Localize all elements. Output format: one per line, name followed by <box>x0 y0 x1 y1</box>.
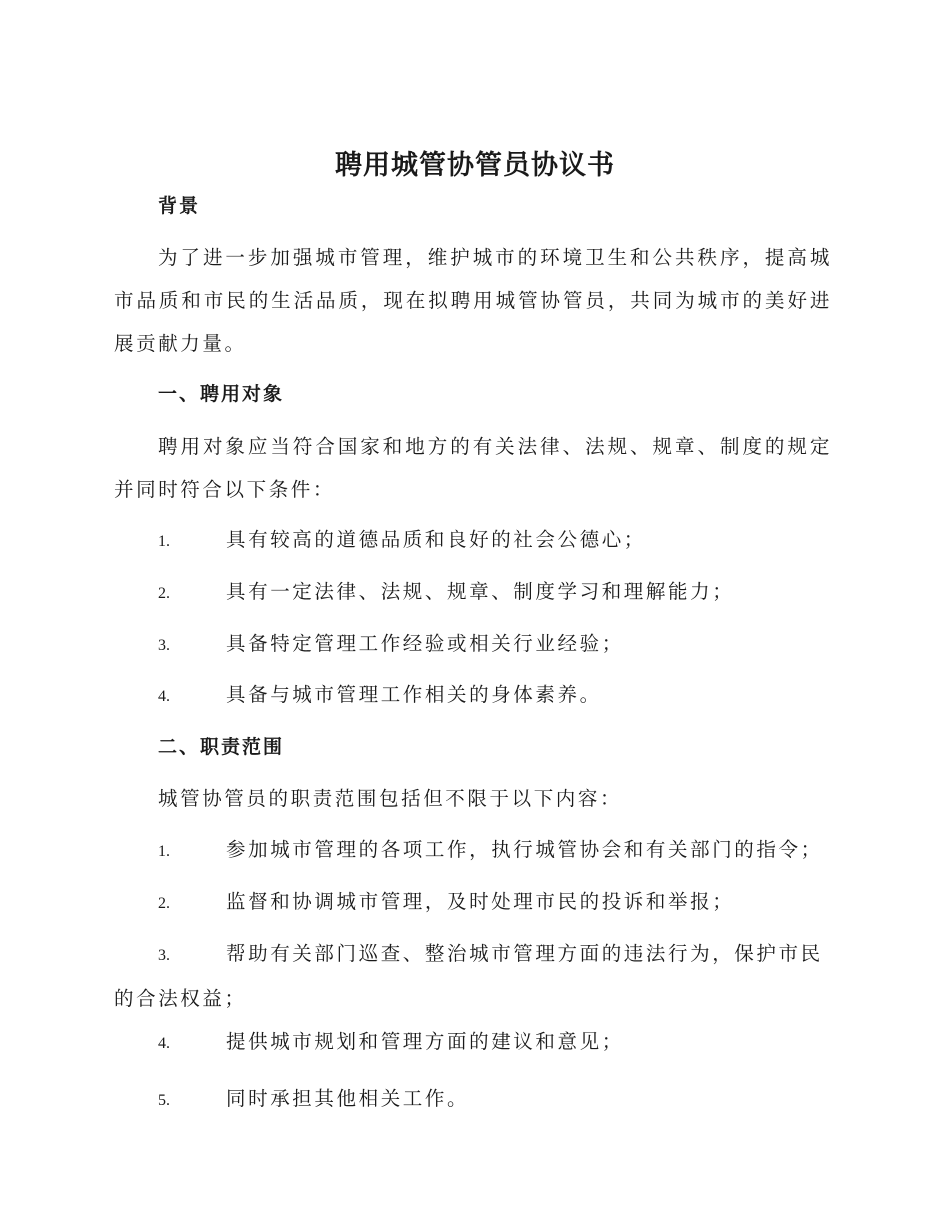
list-item <box>114 1077 832 1122</box>
list-item-text: 参加城市管理的各项工作，执行城管协会和有关部门的指令； <box>226 838 823 861</box>
list-item-number: 1. <box>158 533 170 550</box>
list-item <box>114 932 832 1020</box>
section2-intro: 城管协管员的职责范围包括但不限于以下内容： <box>158 787 623 810</box>
list-item-number: 2. <box>158 895 170 912</box>
background-paragraph: 为了进一步加强城市管理，维护城市的环境卫生和公共秩序，提高城市品质和市民的生活品质，现在拟聘用城管协管员，共同为城市的美好进展贡献力量。 <box>114 246 832 355</box>
section2-heading: 二、职责范围 <box>158 736 285 758</box>
list-item <box>114 673 832 718</box>
list-item-number: 4. <box>158 1035 170 1052</box>
list-item-text: 帮助有关部门巡查、整治城市管理方面的违法行为，保护市民的合法权益； <box>114 942 823 1010</box>
list-item <box>114 880 832 925</box>
list-item-text: 提供城市规划和管理方面的建议和意见； <box>226 1030 624 1053</box>
list-item-number: 3. <box>158 947 170 964</box>
list-item-number: 5. <box>158 1092 170 1109</box>
section1-intro: 聘用对象应当符合国家和地方的有关法律、法规、规章、制度的规定并同时符合以下条件： <box>114 435 832 501</box>
list-item-text: 同时承担其他相关工作。 <box>226 1087 470 1110</box>
list-item-text: 具备特定管理工作经验或相关行业经验； <box>226 632 624 655</box>
list-item <box>114 570 832 615</box>
list-item-number: 3. <box>158 637 170 654</box>
list-item-text: 具有较高的道德品质和良好的社会公德心； <box>226 528 646 551</box>
list-item <box>114 828 832 873</box>
background-heading: 背景 <box>158 195 201 217</box>
list-item <box>114 622 832 667</box>
list-item-text: 监督和协调城市管理，及时处理市民的投诉和举报； <box>226 890 735 913</box>
list-item <box>114 518 832 563</box>
list-item-text: 具有一定法律、法规、规章、制度学习和理解能力； <box>226 580 735 603</box>
list-item-number: 2. <box>158 585 170 602</box>
list-item-number: 4. <box>158 688 170 705</box>
section1-heading: 一、聘用对象 <box>158 383 285 405</box>
document-title: 聘用城管协管员协议书 <box>335 150 615 181</box>
list-item-text: 具备与城市管理工作相关的身体素养。 <box>226 683 602 706</box>
list-item <box>114 1020 832 1065</box>
list-item-number: 1. <box>158 843 170 860</box>
